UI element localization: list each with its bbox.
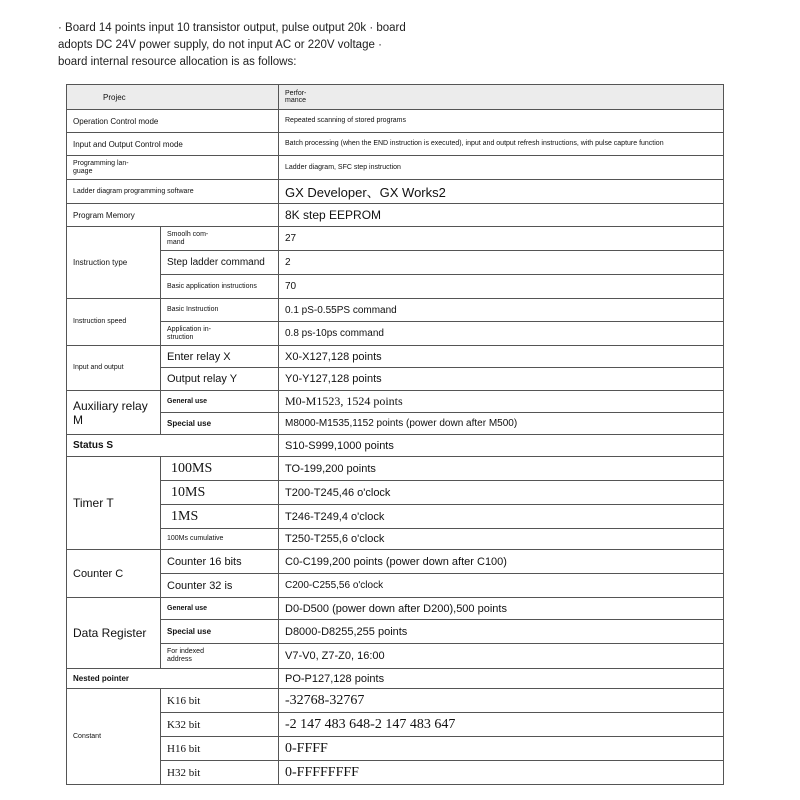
sub-label: Special use bbox=[161, 413, 279, 435]
cell-value: 0.8 ps-10ps command bbox=[279, 322, 724, 346]
cell-value: D0-D500 (power down after D200),500 points bbox=[279, 598, 724, 620]
table-row bbox=[67, 275, 724, 299]
table-row bbox=[67, 322, 724, 346]
sub-label: Step ladder command bbox=[161, 251, 279, 275]
sub-label: H16 bit bbox=[161, 737, 279, 761]
row-label-ladder-software: Ladder diagram programming software bbox=[67, 180, 279, 204]
cell-value: TO-199,200 points bbox=[279, 457, 724, 481]
table-row bbox=[67, 413, 724, 435]
sub-label: Smoolh com- mand bbox=[161, 227, 279, 251]
table-row bbox=[67, 133, 724, 156]
sub-label: K16 bit bbox=[161, 689, 279, 713]
table-row bbox=[67, 457, 724, 481]
sub-label: Output relay Y bbox=[161, 368, 279, 391]
row-value-io-control: Batch processing (when the END instruction is executed), input and output refresh instructions, with pulse capture function bbox=[279, 133, 724, 156]
table-row bbox=[67, 156, 724, 180]
sub-label: General use bbox=[161, 598, 279, 620]
table-row bbox=[67, 505, 724, 529]
cell-value: T250-T255,6 o'clock bbox=[279, 529, 724, 550]
sub-label: H32 bit bbox=[161, 761, 279, 785]
cell-value: 2 bbox=[279, 251, 724, 275]
table-row bbox=[67, 689, 724, 713]
table-row bbox=[67, 529, 724, 550]
row-label-instruction-type: Instruction type bbox=[67, 227, 161, 299]
cell-value: M0-M1523, 1524 points bbox=[279, 391, 724, 413]
row-label-operation-control: Operation Control mode bbox=[67, 110, 279, 133]
intro-line-3: board internal resource allocation is as follows: bbox=[58, 56, 297, 68]
cell-value: T200-T245,46 o'clock bbox=[279, 481, 724, 505]
cell-value: 0-FFFF bbox=[279, 737, 724, 761]
table-header-row bbox=[67, 85, 724, 110]
table-row bbox=[67, 391, 724, 413]
table-row bbox=[67, 204, 724, 227]
resource-allocation-table bbox=[66, 84, 724, 785]
table-row bbox=[67, 110, 724, 133]
table-row bbox=[67, 299, 724, 322]
row-value-programming-language: Ladder diagram, SFC step instruction bbox=[279, 156, 724, 180]
cell-value: D8000-D8255,255 points bbox=[279, 620, 724, 644]
row-label-io-control: Input and Output Control mode bbox=[67, 133, 279, 156]
table-row bbox=[67, 737, 724, 761]
sub-label: For indexed address bbox=[161, 644, 279, 669]
cell-value: -32768-32767 bbox=[279, 689, 724, 713]
row-label-counter: Counter C bbox=[67, 550, 161, 598]
row-value-nested-pointer: PO-P127,128 points bbox=[279, 669, 724, 689]
row-label-programming-language: Programming lan- guage bbox=[67, 156, 279, 180]
table-row bbox=[67, 620, 724, 644]
sub-label: 100Ms cumulative bbox=[161, 529, 279, 550]
row-label-program-memory: Program Memory bbox=[67, 204, 279, 227]
table-row bbox=[67, 368, 724, 391]
table-row bbox=[67, 713, 724, 737]
cell-value: 0.1 pS-0.55PS command bbox=[279, 299, 724, 322]
table-row bbox=[67, 598, 724, 620]
cell-value: M8000-M1535,1152 points (power down after M500) bbox=[279, 413, 724, 435]
cell-value: C0-C199,200 points (power down after C100) bbox=[279, 550, 724, 574]
sub-label: General use bbox=[161, 391, 279, 413]
sub-label: 1MS bbox=[161, 505, 279, 529]
sub-label: Counter 16 bits bbox=[161, 550, 279, 574]
sub-label: Basic application instructions bbox=[161, 275, 279, 299]
sub-label: 100MS bbox=[161, 457, 279, 481]
row-label-aux-relay: Auxiliary relay M bbox=[67, 391, 161, 435]
table-row bbox=[67, 669, 724, 689]
sub-label: K32 bit bbox=[161, 713, 279, 737]
intro-text bbox=[58, 20, 406, 71]
row-value-ladder-software: GX Developer、GX Works2 bbox=[279, 180, 724, 204]
header-project: Projec bbox=[67, 85, 279, 110]
table-row bbox=[67, 180, 724, 204]
row-value-program-memory: 8K step EEPROM bbox=[279, 204, 724, 227]
table-row bbox=[67, 761, 724, 785]
cell-value: C200-C255,56 o'clock bbox=[279, 574, 724, 598]
sub-label: Special use bbox=[161, 620, 279, 644]
row-label-nested-pointer: Nested pointer bbox=[67, 669, 279, 689]
intro-line-1: · Board 14 points input 10 transistor output, pulse output 20k · board bbox=[58, 22, 406, 34]
row-label-constant: Constant bbox=[67, 689, 161, 785]
sub-label: 10MS bbox=[161, 481, 279, 505]
cell-value: 0-FFFFFFFF bbox=[279, 761, 724, 785]
row-value-status: S10-S999,1000 points bbox=[279, 435, 724, 457]
table-row bbox=[67, 550, 724, 574]
sub-label: Enter relay X bbox=[161, 346, 279, 368]
table-row bbox=[67, 481, 724, 505]
cell-value: Y0-Y127,128 points bbox=[279, 368, 724, 391]
row-label-data-register: Data Register bbox=[67, 598, 161, 669]
table-row bbox=[67, 644, 724, 669]
sub-label: Application in- struction bbox=[161, 322, 279, 346]
table-row bbox=[67, 251, 724, 275]
cell-value: 27 bbox=[279, 227, 724, 251]
cell-value: T246-T249,4 o'clock bbox=[279, 505, 724, 529]
row-value-operation-control: Repeated scanning of stored programs bbox=[279, 110, 724, 133]
sub-label: Counter 32 is bbox=[161, 574, 279, 598]
row-label-status: Status S bbox=[67, 435, 279, 457]
sub-label: Basic Instruction bbox=[161, 299, 279, 322]
cell-value: 70 bbox=[279, 275, 724, 299]
cell-value: X0-X127,128 points bbox=[279, 346, 724, 368]
intro-line-2: adopts DC 24V power supply, do not input AC or 220V voltage · bbox=[58, 39, 382, 51]
table-row bbox=[67, 435, 724, 457]
table-row bbox=[67, 346, 724, 368]
header-performance: Perfor- mance bbox=[279, 85, 724, 110]
table-row bbox=[67, 574, 724, 598]
row-label-input-output: Input and output bbox=[67, 346, 161, 391]
table-row bbox=[67, 227, 724, 251]
row-label-instruction-speed: Instruction speed bbox=[67, 299, 161, 346]
cell-value: -2 147 483 648-2 147 483 647 bbox=[279, 713, 724, 737]
cell-value: V7-V0, Z7-Z0, 16:00 bbox=[279, 644, 724, 669]
row-label-timer: Timer T bbox=[67, 457, 161, 550]
